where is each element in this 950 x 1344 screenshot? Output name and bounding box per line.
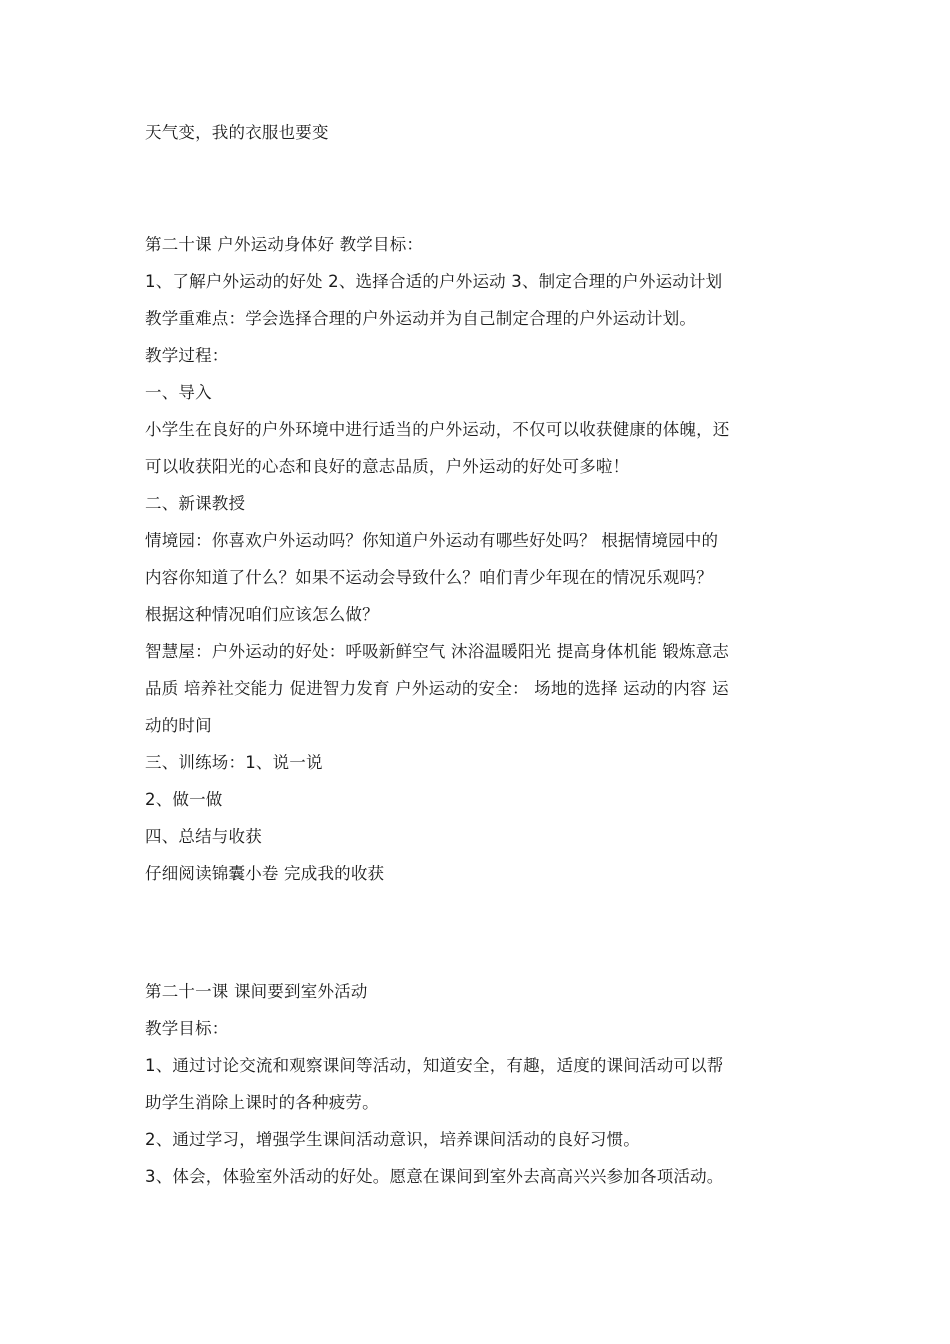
intro-title-line: 天气变，我的衣服也要变 [145, 123, 329, 142]
lesson-20-paragraph: 情境园：你喜欢户外运动吗？你知道户外运动有哪些好处吗？ 根据情境园中的 [145, 531, 719, 550]
lesson-20-paragraph: 根据这种情况咱们应该怎么做？ [145, 605, 379, 624]
intro-section [145, 114, 810, 151]
lesson-21-paragraph: 助学生消除上课时的各种疲劳。 [145, 1093, 379, 1112]
lesson-20-paragraph: 动的时间 [145, 716, 212, 735]
lesson-20-paragraph: 小学生在良好的户外环境中进行适当的户外运动，不仅可以收获健康的体魄，还 [145, 420, 730, 439]
lesson-21-section [145, 973, 810, 1195]
lesson-20-section-new-lesson: 二、新课教授 [145, 494, 246, 513]
lesson-20-section-summary: 四、总结与收获 [145, 827, 262, 846]
lesson-20-section-intro: 一、导入 [145, 383, 212, 402]
lesson-21-objectives-heading: 教学目标： [145, 1019, 229, 1038]
lesson-20-heading: 第二十课 户外运动身体好 教学目标： [145, 235, 424, 254]
lesson-21-paragraph: 1、通过讨论交流和观察课间等活动，知道安全，有趣，适度的课间活动可以帮 [145, 1056, 724, 1075]
lesson-20-paragraph: 仔细阅读锦囊小卷 完成我的收获 [145, 864, 385, 883]
lesson-21-paragraph: 2、通过学习，增强学生课间活动意识，培养课间活动的良好习惯。 [145, 1130, 640, 1149]
lesson-20-paragraph: 智慧屋：户外运动的好处：呼吸新鲜空气 沐浴温暖阳光 提高身体机能 锻炼意志 [145, 642, 730, 661]
lesson-21-paragraph: 3、体会，体验室外活动的好处。愿意在课间到室外去高高兴兴参加各项活动。 [145, 1167, 724, 1186]
lesson-21-heading: 第二十一课 课间要到室外活动 [145, 982, 368, 1001]
lesson-20-paragraph: 品质 培养社交能力 促进智力发育 户外运动的安全： 场地的选择 运动的内容 运 [145, 679, 729, 698]
lesson-20-paragraph: 2、做一做 [145, 790, 223, 809]
lesson-20-objectives: 1、了解户外运动的好处 2、选择合适的户外运动 3、制定合理的户外运动计划 [145, 272, 723, 291]
lesson-20-process-heading: 教学过程： [145, 346, 229, 365]
lesson-20-section [145, 226, 810, 892]
lesson-20-paragraph: 内容你知道了什么？如果不运动会导致什么？咱们青少年现在的情况乐观吗？ [145, 568, 713, 587]
lesson-20-key-points: 教学重难点：学会选择合理的户外运动并为自己制定合理的户外运动计划。 [145, 309, 697, 328]
lesson-20-section-practice: 三、训练场：1、说一说 [145, 753, 323, 772]
lesson-20-paragraph: 可以收获阳光的心态和良好的意志品质，户外运动的好处可多啦！ [145, 457, 630, 476]
